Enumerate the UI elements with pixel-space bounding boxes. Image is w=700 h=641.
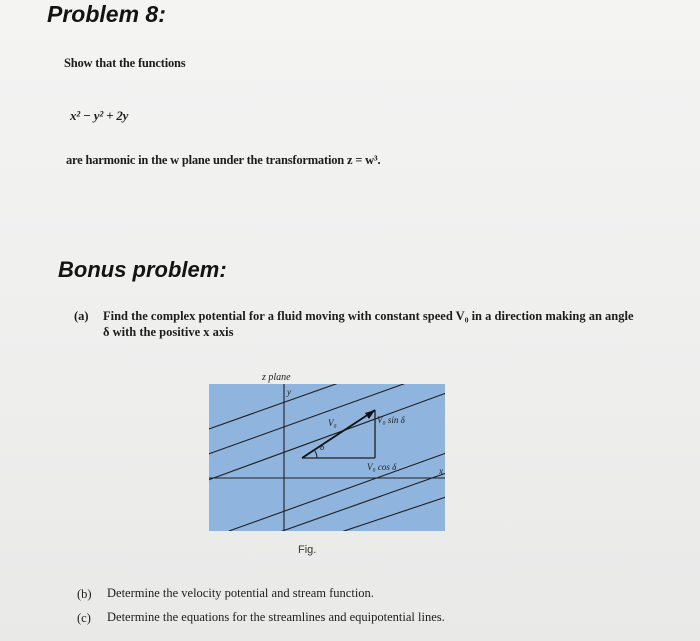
function-expression: x² − y² + 2y (70, 108, 129, 123)
velocity-label: V₀ (328, 418, 337, 428)
harmonic-statement: are harmonic in the w plane under the transformation z = w³. (66, 153, 381, 167)
part-a-label: (a) (74, 309, 89, 323)
x-axis-label: x (439, 466, 443, 476)
part-b-text: Determine the velocity potential and stream function. (107, 586, 374, 600)
show-functions-text: Show that the functions (64, 56, 186, 70)
flow-figure (209, 384, 445, 531)
bonus-problem-title: Bonus problem: (58, 257, 227, 282)
part-a-text: Find the complex potential for a fluid moving with constant speed V₀ in a direction making an angle δ with the positive x axis (103, 309, 634, 339)
z-plane-label: z plane (262, 372, 291, 383)
y-axis-label: y (287, 387, 291, 397)
part-b-label: (b) (77, 587, 92, 601)
horizontal-component-label: V₀ cos δ (367, 462, 397, 472)
angle-label: δ (320, 442, 325, 452)
problem-8-title: Problem 8: (47, 1, 166, 27)
figure-caption: Fig. (298, 544, 317, 556)
vertical-component-label: V₀ sin δ (377, 415, 405, 425)
part-c-label: (c) (77, 611, 91, 625)
part-c-text: Determine the equations for the streamlines and equipotential lines. (107, 610, 445, 624)
